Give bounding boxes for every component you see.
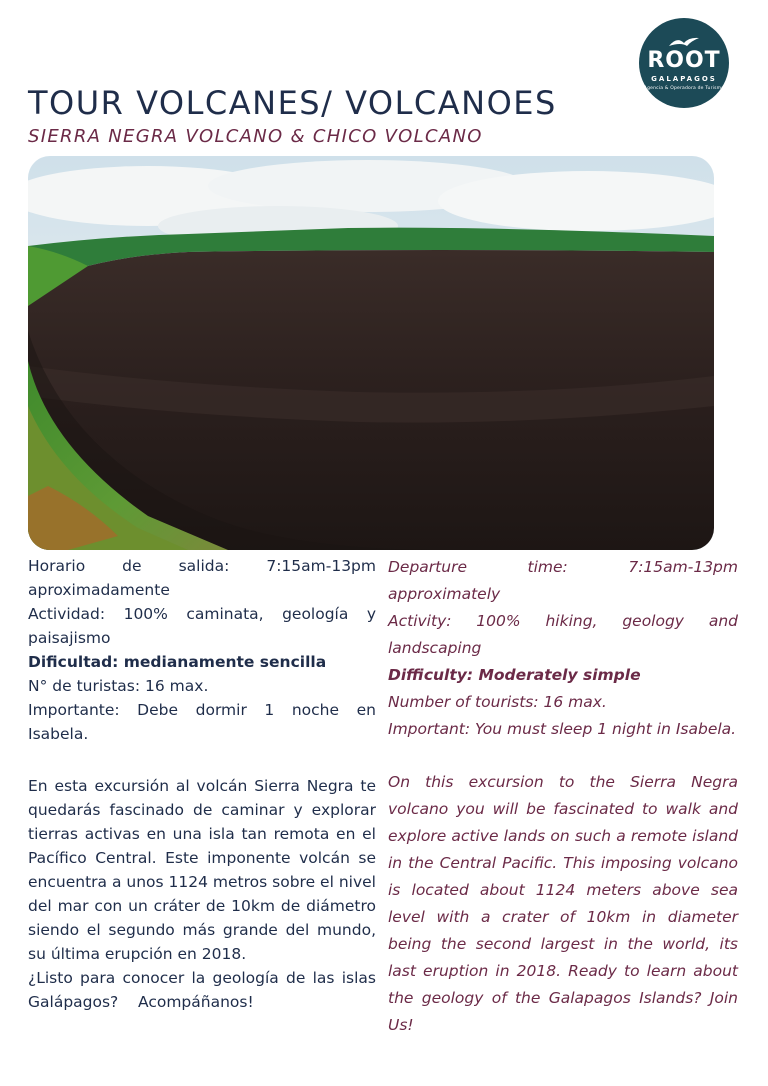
description-en: On this excursion to the Sierra Negra volcano you will be fascinated to walk and explore active lands on such a remote island in the Central Pacific. This imposing volcano is located about 1124 meters above sea level with a crater of 10km in diameter being the second largest in the world, its last eruption in 2018. Ready to learn about the geology of the Galapagos Islands? Join Us! — [388, 773, 738, 1034]
english-column — [388, 554, 738, 1039]
brand-logo — [639, 18, 729, 108]
activity-en: Activity: 100% hiking, geology and landscaping — [388, 612, 738, 657]
activity-es: Actividad: 100% caminata, geología y paisajismo — [28, 605, 376, 647]
page-title: TOUR VOLCANES/ VOLCANOES — [28, 84, 557, 122]
tourists-es: N° de turistas: 16 max. — [28, 677, 209, 695]
departure-es: Horario de salida: 7:15am-13pm aproximadamente — [28, 557, 376, 599]
description-es: En esta excursión al volcán Sierra Negra te quedarás fascinado de caminar y explorar tierras activas en una isla tan remota en el Pacífico Central. Este imponente volcán se encuentra a unos 1124 metros sobre el nivel del mar con un cráter de 10km de diámetro siendo el segundo más grande del mundo, su última erupción en 2018. — [28, 777, 376, 963]
important-en: Important: You must sleep 1 night in Isabela. — [388, 720, 737, 738]
volcano-crater-photo — [28, 156, 714, 550]
difficulty-en: Difficulty: Moderately simple — [388, 666, 641, 684]
important-es: Importante: Debe dormir 1 noche en Isabela. — [28, 701, 376, 743]
logo-tagline: Agencia & Operadora de Turismo — [643, 86, 725, 91]
difficulty-es: Dificultad: medianamente sencilla — [28, 653, 327, 671]
departure-en: Departure time: 7:15am-13pm approximately — [388, 558, 738, 603]
spanish-column — [28, 554, 381, 1014]
page-subtitle: SIERRA NEGRA VOLCANO & CHICO VOLCANO — [28, 126, 483, 147]
cta-es: ¿Listo para conocer la geología de las islas Galápagos? Acompáñanos! — [28, 969, 381, 1011]
logo-sub: GALAPAGOS — [651, 75, 717, 83]
tourists-en: Number of tourists: 16 max. — [388, 693, 607, 711]
logo-brand: ROOT — [647, 48, 721, 73]
